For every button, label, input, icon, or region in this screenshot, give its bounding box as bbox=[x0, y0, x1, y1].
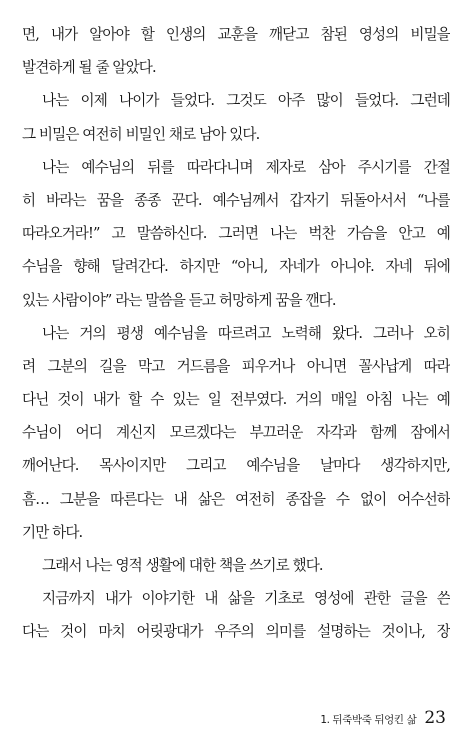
text-line: 다닌 것이 내가 할 수 있는 일 전부였다. 거의 매일 아침 나는 예 bbox=[22, 391, 450, 409]
text-line: 려 그분의 길을 막고 거드름을 피우거나 아니면 꼴사납게 따라 bbox=[22, 357, 450, 375]
paragraph-start-line: 나는 거의 평생 예수님을 따르려고 노력해 왔다. 그러나 오히 bbox=[42, 324, 450, 342]
text-line: 따라오거라!” 고 말씀하신다. 그러면 나는 벅찬 가슴을 안고 예 bbox=[22, 225, 450, 243]
page-footer bbox=[320, 708, 446, 732]
text-line: 발견하게 될 줄 알았다. bbox=[22, 59, 156, 77]
body-text bbox=[22, 18, 450, 649]
paragraph-start-line: 나는 예수님의 뒤를 따라다니며 제자로 삼아 주시기를 간절 bbox=[42, 158, 450, 176]
paragraph-start-line: 나는 이제 나이가 들었다. 그것도 아주 많이 들었다. 그런데 bbox=[42, 92, 450, 110]
text-line: 면, 내가 알아야 할 인생의 교훈을 깨닫고 참된 영성의 비밀을 bbox=[22, 26, 450, 43]
text-line: 그 비밀은 여전히 비밀인 채로 남아 있다. bbox=[22, 125, 260, 143]
text-line: 수님이 어디 계신지 모르겠다는 부끄러운 자각과 함께 잠에서 bbox=[22, 424, 450, 442]
paragraph-start-line: 그래서 나는 영적 생활에 대한 책을 쓰기로 했다. bbox=[42, 557, 323, 574]
text-line: 흠… 그분을 따른다는 내 삶은 여전히 종잡을 수 없이 어수선하 bbox=[22, 490, 450, 508]
page-number: 23 bbox=[424, 708, 446, 728]
text-line: 기만 하다. bbox=[22, 523, 83, 541]
text-line: 있는 사람이야” 라는 말씀을 듣고 허망하게 꿈을 깬다. bbox=[22, 291, 336, 309]
text-line: 수님을 향해 달려간다. 하지만 “아니, 자네가 아니야. 자네 뒤에 bbox=[22, 258, 450, 276]
paragraph-start-line: 지금까지 내가 이야기한 내 삶을 기초로 영성에 관한 글을 쓴 bbox=[42, 590, 450, 608]
text-line: 다는 것이 마치 어릿광대가 우주의 의미를 설명하는 것이나, 장 bbox=[22, 623, 450, 641]
text-line: 히 바라는 꿈을 종종 꾼다. 예수님께서 갑자기 뒤돌아서서 “나를 bbox=[22, 191, 450, 209]
text-line: 깨어난다. 목사이지만 그리고 예수님을 날마다 생각하지만, bbox=[22, 457, 450, 475]
running-title: 1. 뒤죽박죽 뒤엉킨 삶 bbox=[320, 714, 417, 726]
